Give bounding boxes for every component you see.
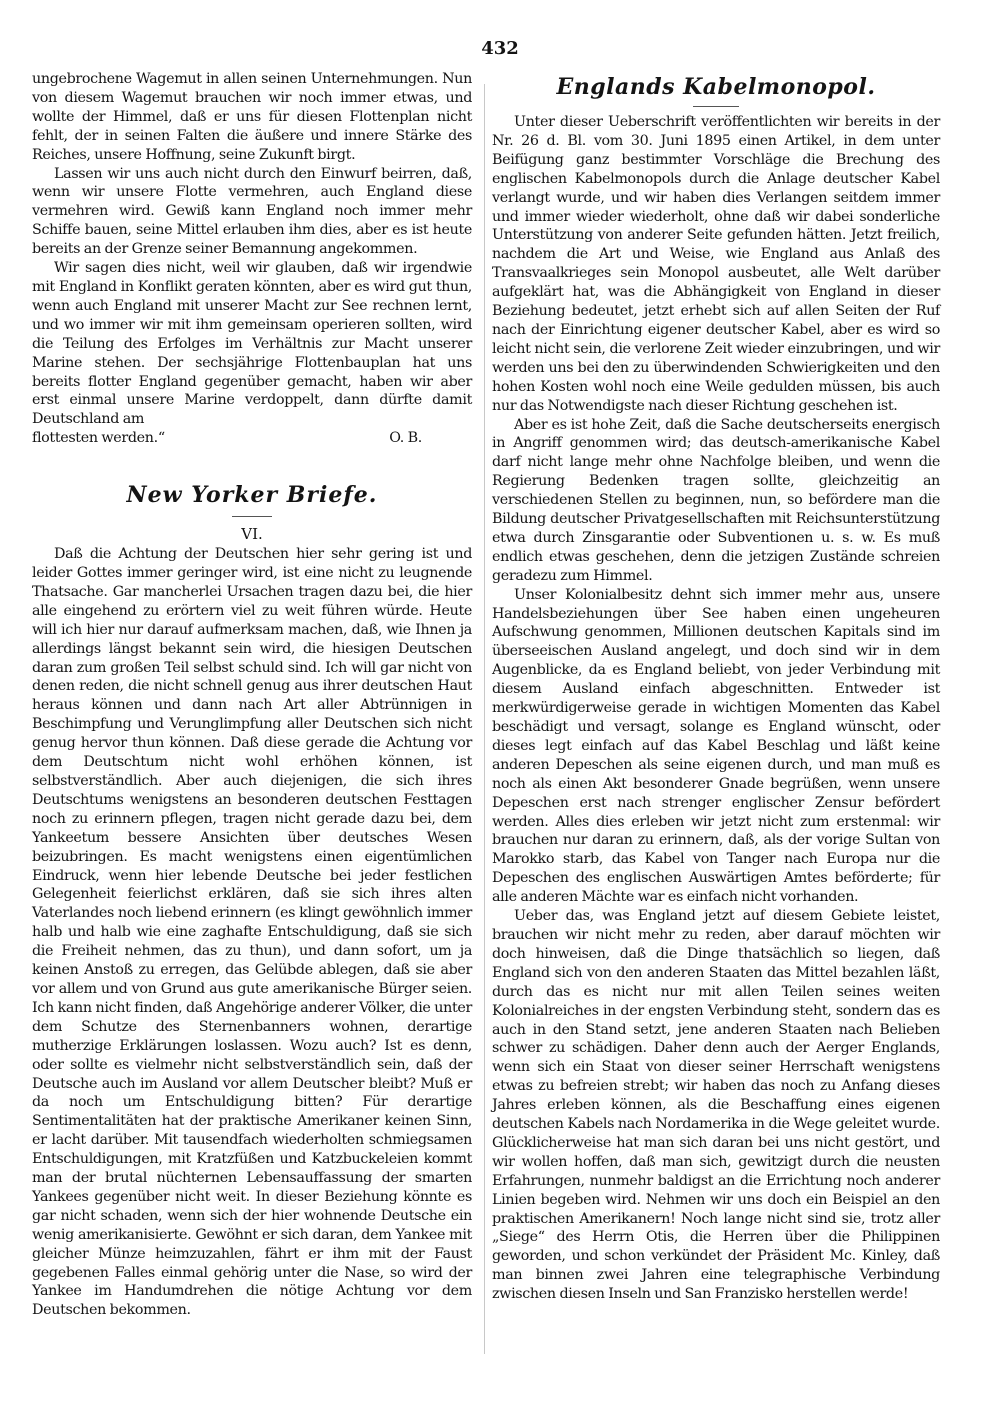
heading-rule [693,106,739,107]
paragraph: Wir sagen dies nicht, weil wir glauben, daß wir irgendwie mit England in Konflikt geraten könnten, aber es wird gut thun, wenn auch England mit unserer Macht zur See rechnen lernt, und wo immer wir mit ihm gemeinsam operieren sollten, wird die Teilung des Erfolges im Verhältnis zur Macht unserer Marine stehen. Der sechsjährige Flottenbauplan hat uns bereits flotter England gegenüber gemacht, haben wir aber erst einmal unsere Marine verdoppelt, dann dürfte damit Deutschland am [32,260,472,428]
column-divider [484,84,485,1354]
section-heading-englands-kabelmonopol: Englands Kabelmonopol. [556,74,876,100]
section-number: VI. [241,525,263,544]
paragraph: Lassen wir uns auch nicht durch den Einwurf beirren, daß, wenn wir unsere Flotte vermehren, auch England diese vermehren wird. Gewiß kann England noch immer mehr Schiffe bauen, seine Mittel erlauben ihm dies, aber es ist heute bereits an der Grenze seiner Bemannung angekommen. [32,165,472,258]
right-column [492,70,940,1304]
left-column [32,70,472,1320]
section-heading-new-yorker-briefe: New Yorker Briefe. [126,482,378,509]
paragraph: ungebrochene Wagemut in allen seinen Unternehmungen. Nun von diesem Wagemut brauchen wir noch immer etwas, und wollte der Himmel, daß er uns für diesen Flottenplan nicht fehlt, der in seinen Falten die äußere und innere Stärke des Reiches, unsere Hoffnung, seine Zukunft birgt. [32,71,472,163]
heading-rule [232,516,272,517]
page-number: 432 [481,38,519,59]
paragraph: Ueber das, was England jetzt auf diesem Gebiete leistet, brauchen wir nicht mehr zu reden, aber darauf möchten wir doch hinweisen, daß die Dinge thatsächlich so liegen, daß England sich von den anderen Staaten das Mittel bezahlen läßt, durch das es nicht nur mit allen Teilen seines weiten Kolonialreiches in der engsten Verbindung steht, sondern das es auch in den Stand setzt, jene anderen Staaten nach Belieben schwer zu schädigen. Daher denn auch der Aerger Englands, wenn sich ein Staat von dieser seiner Herrschaft wenigstens etwas zu befreien strebt; wir haben das noch zu Anfang dieses Jahres erleben können, als die Beschaffung eines eigenen deutschen Kabels nach Nordamerika in die Wege geleitet wurde. Glücklicherweise hat man sich daran bei uns nicht gestört, und wir wollen hoffen, daß man sich, gewitzigt durch die neusten Erfahrungen, nunmehr baldigst an die Errichtung noch anderer Linien begeben wird. Nehmen wir uns doch ein Beispiel an den praktischen Amerikanern! Noch lange nicht sind sie, trotz aller „Siege“ des Herrn Otis, die Herren über die Philippinen geworden, und schon verkündet der Präsident Mc. Kinley, daß man binnen zwei Jahren eine telegraphische Verbindung zwischen diesen Inseln und San Franzisko herstellen werde! [492,908,940,1303]
closing-text: flottesten werden.“ [32,430,165,447]
closing-line [32,429,472,448]
paragraph: Aber es ist hohe Zeit, daß die Sache deutscherseits energisch in Angriff genommen wird; das deutsch-amerikanische Kabel darf nicht lange mehr ohne Nachfolge bleiben, und wenn die Regierung Bedenken tragen sollte, gleichzeitig an verschiedenen Stellen zu beginnen, nun, so befördere man die Bildung deutscher Privatgesellschaften mit Reichsunterstützung etwa durch Zinsgarantie oder Subventionen u. s. w. Es muß endlich etwas geschehen, denn die jetzigen Zustände schreien geradezu zum Himmel. [492,416,940,584]
signature: O. B. [389,430,422,447]
paragraph: Unser Kolonialbesitz dehnt sich immer mehr aus, unsere Handelsbeziehungen über See haben einen ungeheuren Aufschwung genommen, Millionen deutschen Kapitals sind im überseeischen Ausland angelegt, und doch sind wir in dem Augenblicke, da es England beliebt, von jeder Verbindung mit diesem Ausland einfach abgeschnitten. Entweder ist merkwürdigerweise gerade in wichtigen Momenten das Kabel beschädigt und versagt, solange es England wünscht, oder dieses legt einfach auf das Kabel Beschlag und läßt keine anderen Depeschen als seine eigenen durch, und man muß es noch als einen Akt besonderer Gnade begrüßen, wenn unsere Depeschen erst nach strenger englischer Zensur befördert werden. Alles dies erleben wir jetzt nicht zum erstenmal: wir brauchen nur daran zu erinnern, daß, als der vorige Sultan von Marokko starb, das Kabel von Tanger nach Europa nur die Depeschen des englischen Auswärtigen Amtes beförderte; für alle anderen Mächte war es einfach nicht vorhanden. [492,586,940,906]
paragraph: Daß die Achtung der Deutschen hier sehr gering ist und leider Gottes immer geringer wird, ist eine nicht zu leugnende Thatsache. Gar mancherlei Ursachen tragen dazu bei, die hier alle eingehend zu erörtern viel zu weit führen würde. Heute will ich hier nur darauf aufmerksam machen, daß, wie Ihnen ja allerdings längst bekannt sein wird, die hiesigen Deutschen daran zum großen Teil selbst schuld sind. Ich will gar nicht von denen reden, die nicht schnell genug aus ihrer deutschen Haut heraus können und dann nach Art aller Abtrünnigen in Beschimpfung und Verunglimpfung aller Deutschen sich nicht genug hervor thun können. Daß diese gerade die Achtung vor dem Deutschtum nicht wohl erhöhen können, ist selbstverständlich. Aber auch diejenigen, die sich ihres Deutschtums wenigstens an besonderen deutschen Festtagen noch zu erinnern pflegen, tragen nicht gerade dazu bei, dem Yankeetum bessere Ansichten über deutsches Wesen beizubringen. Es macht wenigstens einen eigentümlichen Eindruck, wenn hier lebende Deutsche bei jeder festlichen Gelegenheit feierlichst erklären, daß sie sich ihres alten Vaterlandes noch liebend erinnern (es klingt gewöhnlich immer halb und halb wie eine zaghafte Entschuldigung, daß sie sich die Freiheit nehmen, das zu thun), und dann sofort, um ja keinen Anstoß zu erregen, das Gelübde ablegen, daß sie aber vor allem und von Grund aus gute amerikanische Bürger seien. Ich kann nicht finden, daß Angehörige anderer Völker, die unter dem Schutze des Sternenbanners wohnen, derartige mutherzige Erklärungen loslassen. Wozu auch? Ist es denn, oder sollte es vielmehr nicht selbstverständlich sein, daß der Deutsche auch im Ausland vor allem Deutscher bleibt? Muß er da noch um Entschuldigung bitten? Für derartige Sentimentalitäten hat der praktische Amerikaner keinen Sinn, er lacht darüber. Mit tausendfach wiederholten schmiegsamen Entschuldigungen, mit Kratzfüßen und Katzbuckeleien kommt man der brutal nüchternen Lebensauffassung der smarten Yankees gegenüber nicht weit. In dieser Beziehung könnte es gar nicht schaden, wenn sich der hier wohnende Deutsche ein wenig amerikanisierte. Gewöhnt er sich daran, dem Yankee mit gleicher Münze heimzuzahlen, fährt er ihm mit der Faust gegebenen Falles einmal gehörig unter die Nase, so wird der Yankee im Handumdrehen die nötige Achtung vor dem Deutschen bekommen. [32,546,472,1319]
paragraph: Unter dieser Ueberschrift veröffentlichten wir bereits in der Nr. 26 d. Bl. vom 30. Juni 1895 einen Artikel, in dem unter Beifügung ganz bestimmter Vorschläge die Brechung des englischen Kabelmonopols durch die Anlage deutscher Kabel verlangt wurde, und wir haben dies Verlangen seitdem immer und immer wieder wiederholt, ohne daß wir dabei sonderliche Unterstützung von anderer Seite gefunden hätten. Jetzt freilich, nachdem die Art und Weise, wie England aus Anlaß des Transvaalkrieges sein Monopol ausbeutet, alle Welt darüber aufgeklärt hat, was die Abhängigkeit von England in dieser Beziehung bedeutet, jetzt erhebt sich auf allen Seiten der Ruf nach der Einrichtung eigener deutscher Kabel, aber es wird so leicht nicht sein, die verlorene Zeit wieder einzubringen, und wir werden uns bei den zu überwindenden Schwierigkeiten und den hohen Kosten wohl noch eine Weile gedulden müssen, bis auch nur das Notwendigste nach dieser Richtung geschehen ist. [492,114,940,414]
